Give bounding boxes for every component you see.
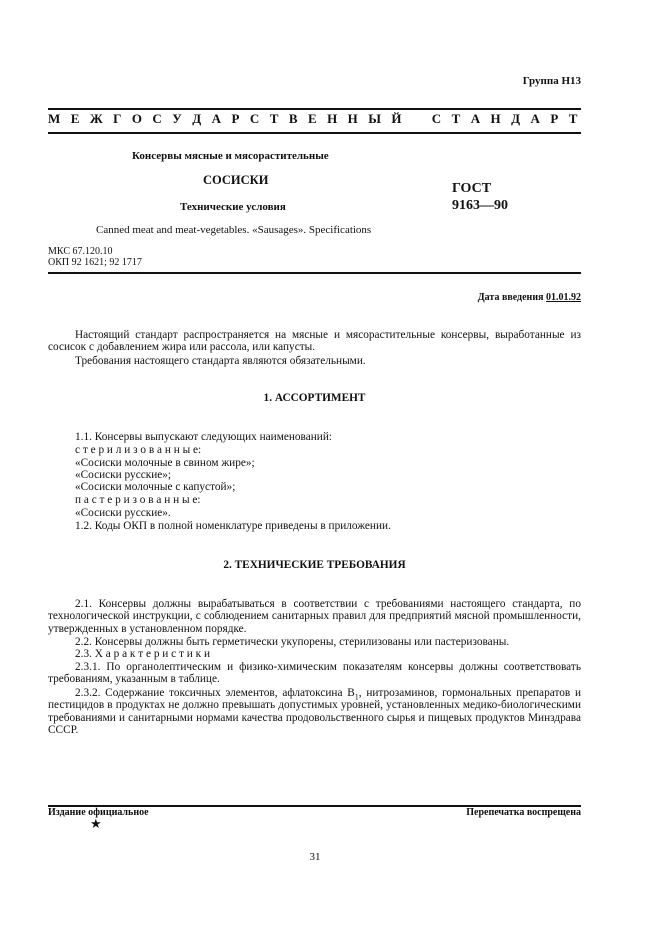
s1-line-8: 1.2. Коды ОКП в полной номенклатуре приведены в приложении.	[75, 520, 391, 532]
section-2-heading: 2. ТЕХНИЧЕСКИЕ ТРЕБОВАНИЯ	[223, 559, 406, 571]
product-title: СОСИСКИ	[203, 173, 269, 187]
group-label: Группа Н13	[522, 75, 581, 87]
title-rule	[48, 272, 581, 274]
section-1-heading: 1. АССОРТИМЕНТ	[263, 392, 366, 404]
page-number: 31	[309, 851, 321, 863]
english-title: Canned meat and meat-vegetables. «Sausages». Specifications	[96, 224, 372, 236]
standard-title-left: М Е Ж Г О С У Д А Р С Т В Е Н Н Ы Й	[48, 111, 406, 126]
s1-line-5: «Сосиски молочные с капустой»;	[75, 481, 236, 493]
s2-paragraph-2-1: 2.1. Консервы должны вырабатываться в соответствии с требованиями настоящего стандарта, по технологической инструкции, с соблюдением санитарных правил для предприятий мясной промышленности, утвержденных в установленном порядке.	[48, 598, 581, 635]
s2-paragraph-2-3: 2.3. Х а р а к т е р и с т и к и	[75, 648, 210, 660]
gost-number: 9163—90	[452, 198, 508, 213]
standard-title-right: С Т А Н Д А Р Т	[431, 111, 581, 126]
s2-paragraph-2-3-1: 2.3.1. По органолептическим и физико-химическим показателям консервы должны соответствовать требованиям, указанным в таблице.	[48, 661, 581, 686]
s1-line-7: «Сосиски русские».	[75, 507, 171, 519]
s1-line-4: «Сосиски русские»;	[75, 469, 172, 481]
s2-p232-start: 2.3.2. Содержание токсичных элементов, афлатоксина B	[75, 687, 355, 699]
intro-mandatory: Требования настоящего стандарта являются обязательными.	[75, 355, 366, 367]
s2-p232-end: , нитрозаминов, гормональных препаратов и пестицидов в продуктах не должно превышать допустимых уровней, установленных медико-биологическими требованиями и санитарными нормами качества продовольственного сырья и пищевых продуктов Минздрава СССР.	[48, 687, 581, 737]
header-rule	[48, 132, 581, 134]
footer-reprint: Перепечатка воспрещена	[466, 807, 581, 818]
s2-p232-subscript: 1	[354, 692, 359, 702]
footer-edition: Издание официальное	[48, 807, 149, 818]
intro-date-label: Дата введения	[477, 292, 544, 303]
s1-line-6: п а с т е р и з о в а н н ы е:	[75, 494, 201, 506]
s1-line-3: «Сосиски молочные в свином жире»;	[75, 457, 255, 469]
mks-code: МКС 67.120.10	[48, 246, 113, 257]
intro-date-value: 01.01.92	[546, 292, 581, 303]
s2-paragraph-2-2: 2.2. Консервы должны быть герметически укупорены, стерилизованы или пастеризованы.	[75, 636, 510, 648]
s2-paragraph-2-3-2	[48, 687, 581, 737]
category-title: Консервы мясные и мясорастительные	[132, 150, 329, 162]
okp-code: ОКП 92 1621; 92 1717	[48, 257, 142, 268]
star-icon: ★	[90, 816, 102, 831]
top-rule	[48, 108, 581, 110]
gost-label: ГОСТ	[452, 181, 492, 196]
subtitle: Технические условия	[180, 201, 286, 213]
intro-date	[478, 292, 581, 304]
s1-line-2: с т е р и л и з о в а н н ы е:	[75, 444, 202, 456]
s1-line-1: 1.1. Консервы выпускают следующих наименований:	[75, 431, 333, 443]
intro-paragraph: Настоящий стандарт распространяется на мясные и мясорастительные консервы, выработанные из сосисок с добавлением жира или рассола, или капусты.	[48, 329, 581, 354]
